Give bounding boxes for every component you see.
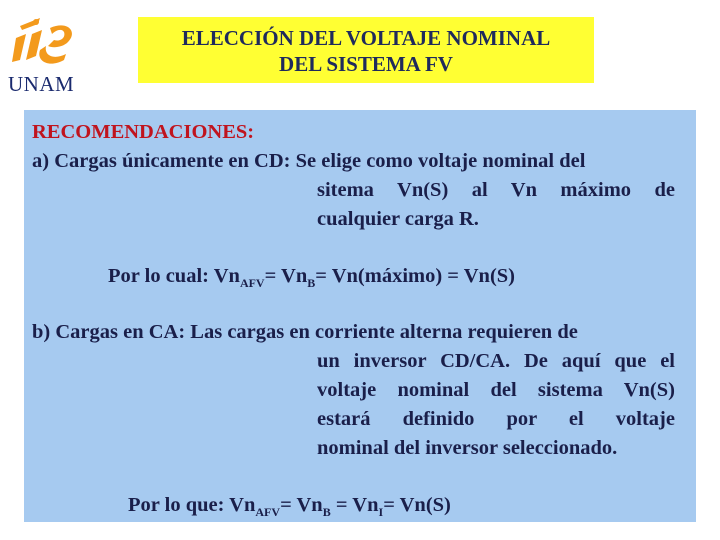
- formula-b-mid-2: = Vn: [330, 494, 379, 516]
- formula-b-mid-1: = Vn: [280, 494, 323, 516]
- formula-a: [108, 262, 515, 299]
- title-line-2: DEL SISTEMA FV: [279, 52, 453, 76]
- unam-logo: [8, 12, 98, 96]
- logo-text: UNAM: [8, 72, 75, 96]
- formula-a-sub-b: B: [307, 276, 316, 290]
- formula-b-prefix: Por lo que: Vn: [128, 494, 256, 516]
- formula-a-sub-afv: AFV: [239, 276, 265, 290]
- unam-emblem-icon: [10, 12, 80, 70]
- item-a-line-3: cualquier carga R.: [317, 208, 479, 230]
- item-b-line-1: b) Cargas en CA: Las cargas en corriente alterna requieren de: [32, 321, 578, 343]
- item-b-line-4: estará definido por el voltaje: [317, 408, 675, 430]
- content-panel: [24, 110, 696, 522]
- item-b-line-3: voltaje nominal del sistema Vn(S): [317, 379, 675, 401]
- item-a-line-2: sitema Vn(S) al Vn máximo de: [317, 179, 675, 201]
- title-line-1: ELECCIÓN DEL VOLTAJE NOMINAL: [181, 26, 551, 50]
- item-a-line-1: a) Cargas únicamente en CD: Se elige como voltaje nominal del: [32, 150, 586, 172]
- formula-a-suffix: = Vn(máximo) = Vn(S): [315, 265, 515, 287]
- item-b-line-2: un inversor CD/CA. De aquí que el: [317, 350, 675, 372]
- formula-a-mid: = Vn: [264, 265, 308, 287]
- formula-b-sub-afv: AFV: [255, 505, 281, 519]
- formula-b: [128, 491, 451, 528]
- formula-a-prefix: Por lo cual: Vn: [108, 265, 240, 287]
- title-box: [138, 17, 594, 83]
- formula-b-suffix: = Vn(S): [383, 494, 451, 516]
- formula-b-sub-i: I: [378, 505, 384, 519]
- section-heading: RECOMENDACIONES:: [32, 121, 255, 143]
- item-b-line-5: nominal del inversor seleccionado.: [317, 437, 618, 459]
- formula-b-sub-b: B: [322, 505, 331, 519]
